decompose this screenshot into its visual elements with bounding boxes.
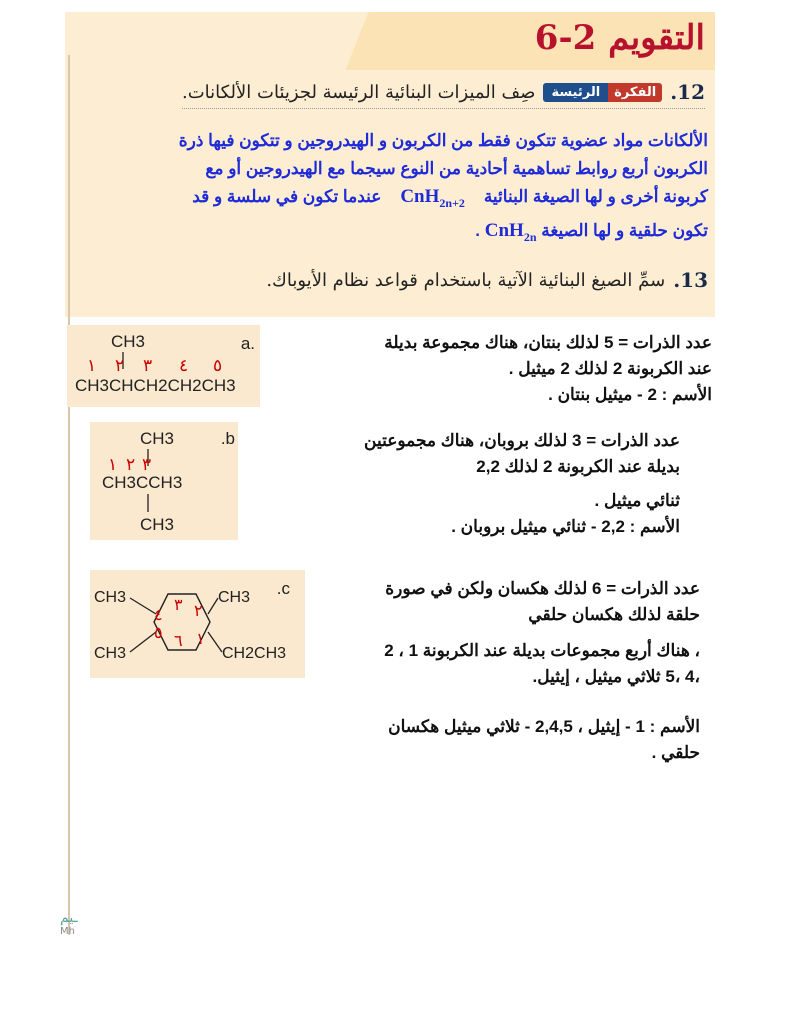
- question-text: صِف الميزات البنائية الرئيسة لجزيئات الألكانات.: [181, 81, 536, 103]
- answer-line: عدد الذرات = 3 لذلك بروبان، هناك مجموعتين: [364, 431, 680, 450]
- carbon-number-1: ١: [108, 455, 118, 474]
- footer-mark: ـيم: [60, 910, 78, 926]
- carbon-number-6: ٦: [174, 633, 183, 650]
- part-letter: .b: [220, 429, 235, 448]
- group-bottom-right: CH2CH3: [222, 645, 287, 662]
- answer-line: الألكانات مواد عضوية تتكون فقط من الكربون و الهيدروجين و تتكون فيها ذرة: [178, 131, 708, 150]
- answer-line: عند الكربونة 2 لذلك 2 ميثيل .: [508, 359, 712, 378]
- carbon-number-2: ٢: [194, 603, 203, 620]
- group-bottom-left: CH3: [94, 645, 127, 662]
- answer-line: ،4 ،5 ثلاثي ميثيل ، إيثيل.: [532, 667, 700, 686]
- structure-b-svg: [90, 422, 238, 540]
- answer-line: الكربون أربع روابط تساهمية أحادية من النوع سيجما مع الهيدروجين أو مع: [205, 159, 708, 178]
- main-idea-badge: [543, 83, 662, 102]
- top-group: CH3: [140, 429, 175, 448]
- structure-b: [90, 422, 238, 540]
- formula-ring: [485, 217, 537, 251]
- carbon-number-4: ٤: [179, 356, 189, 375]
- question-number: 12.: [670, 80, 705, 104]
- question-text: سمِّ الصيغ البنائية الآتية باستخدام قواعد نظام الأيوباك.: [266, 269, 666, 291]
- carbon-number-1: ١: [87, 356, 97, 375]
- answer-line: عدد الذرات = 6 لذلك هكسان ولكن في صورة: [385, 579, 700, 598]
- period: .: [475, 220, 480, 240]
- structure-c: [90, 570, 305, 678]
- footer-mark-small: Mh: [60, 926, 75, 937]
- answer-c: [300, 576, 700, 766]
- carbon-number-2: ٢: [115, 356, 125, 375]
- bond-line: [130, 598, 156, 614]
- main-chain: CH3CCH3: [102, 473, 183, 492]
- main-chain: CH3CHCH2CH2CH3: [75, 376, 236, 395]
- carbon-number-5: ٥: [154, 625, 163, 642]
- margin-line: [68, 55, 70, 935]
- structure-a: [67, 325, 260, 407]
- question-number: 13.: [673, 268, 708, 292]
- question-12: [182, 80, 705, 109]
- answer-text: كربونة أخرى و لها الصيغة البنائية: [483, 187, 708, 206]
- carbon-number-1: ١: [196, 631, 205, 648]
- formula-sub: 2n: [523, 229, 537, 244]
- bottom-group: CH3: [140, 515, 175, 534]
- answer-text: عندما تكون في سلسة و قد: [192, 187, 382, 206]
- group-top-right: CH3: [218, 589, 251, 606]
- question-13: [266, 268, 708, 292]
- answer-line: الأسم : 2 - ميثيل بنتان .: [548, 385, 712, 404]
- bond-line: [208, 598, 218, 614]
- answer-line: عدد الذرات = 5 لذلك بنتان، هناك مجموعة بديلة: [384, 333, 712, 352]
- answer-text: تكون حلقية و لها الصيغة: [541, 220, 708, 240]
- answer-line: الأسم : 1 - إيثيل ، 2,4,5 - ثلاثي ميثيل هكسان: [388, 717, 700, 736]
- answer-line: حلقي .: [651, 743, 700, 762]
- answer-line: ثنائي ميثيل .: [594, 491, 680, 510]
- structure-c-svg: [90, 570, 305, 678]
- answer-b: [300, 428, 680, 540]
- part-letter: .c: [276, 579, 290, 598]
- formula-base: CnH: [400, 186, 440, 207]
- answer-line: [108, 183, 708, 217]
- group-top-left: CH3: [94, 589, 127, 606]
- answer-line: حلقة لذلك هكسان حلقي: [528, 605, 700, 624]
- carbon-number-3: ٣: [174, 597, 183, 614]
- formula-sub: 2n+2: [439, 195, 465, 210]
- answer-line: الأسم : 2,2 - ثنائي ميثيل بروبان .: [451, 517, 680, 536]
- bond-line: [208, 632, 222, 652]
- structure-a-svg: [67, 325, 260, 407]
- answer-line: [108, 217, 708, 251]
- badge-idea: الفكرة: [608, 83, 662, 102]
- part-letter: a.: [240, 334, 255, 353]
- page-title: التقويم 2-6: [534, 18, 705, 58]
- carbon-number-2: ٢: [126, 455, 136, 474]
- badge-main: الرئيسة: [543, 83, 608, 102]
- answer-a: [332, 330, 712, 408]
- formula-chain: [400, 183, 465, 217]
- carbon-number-4: ٤: [154, 607, 163, 624]
- top-group: CH3: [111, 332, 146, 351]
- carbon-number-3: ٣: [142, 455, 152, 474]
- answer-12: [108, 127, 708, 251]
- formula-base: CnH: [484, 219, 524, 241]
- carbon-number-3: ٣: [143, 356, 153, 375]
- answer-line: ، هناك أربع مجموعات بديلة عند الكربونة 1 ، 2: [384, 641, 700, 660]
- answer-line: بديلة عند الكربونة 2 لذلك 2,2: [476, 457, 680, 476]
- carbon-number-5: ٥: [213, 356, 223, 375]
- bond-line: [130, 632, 156, 652]
